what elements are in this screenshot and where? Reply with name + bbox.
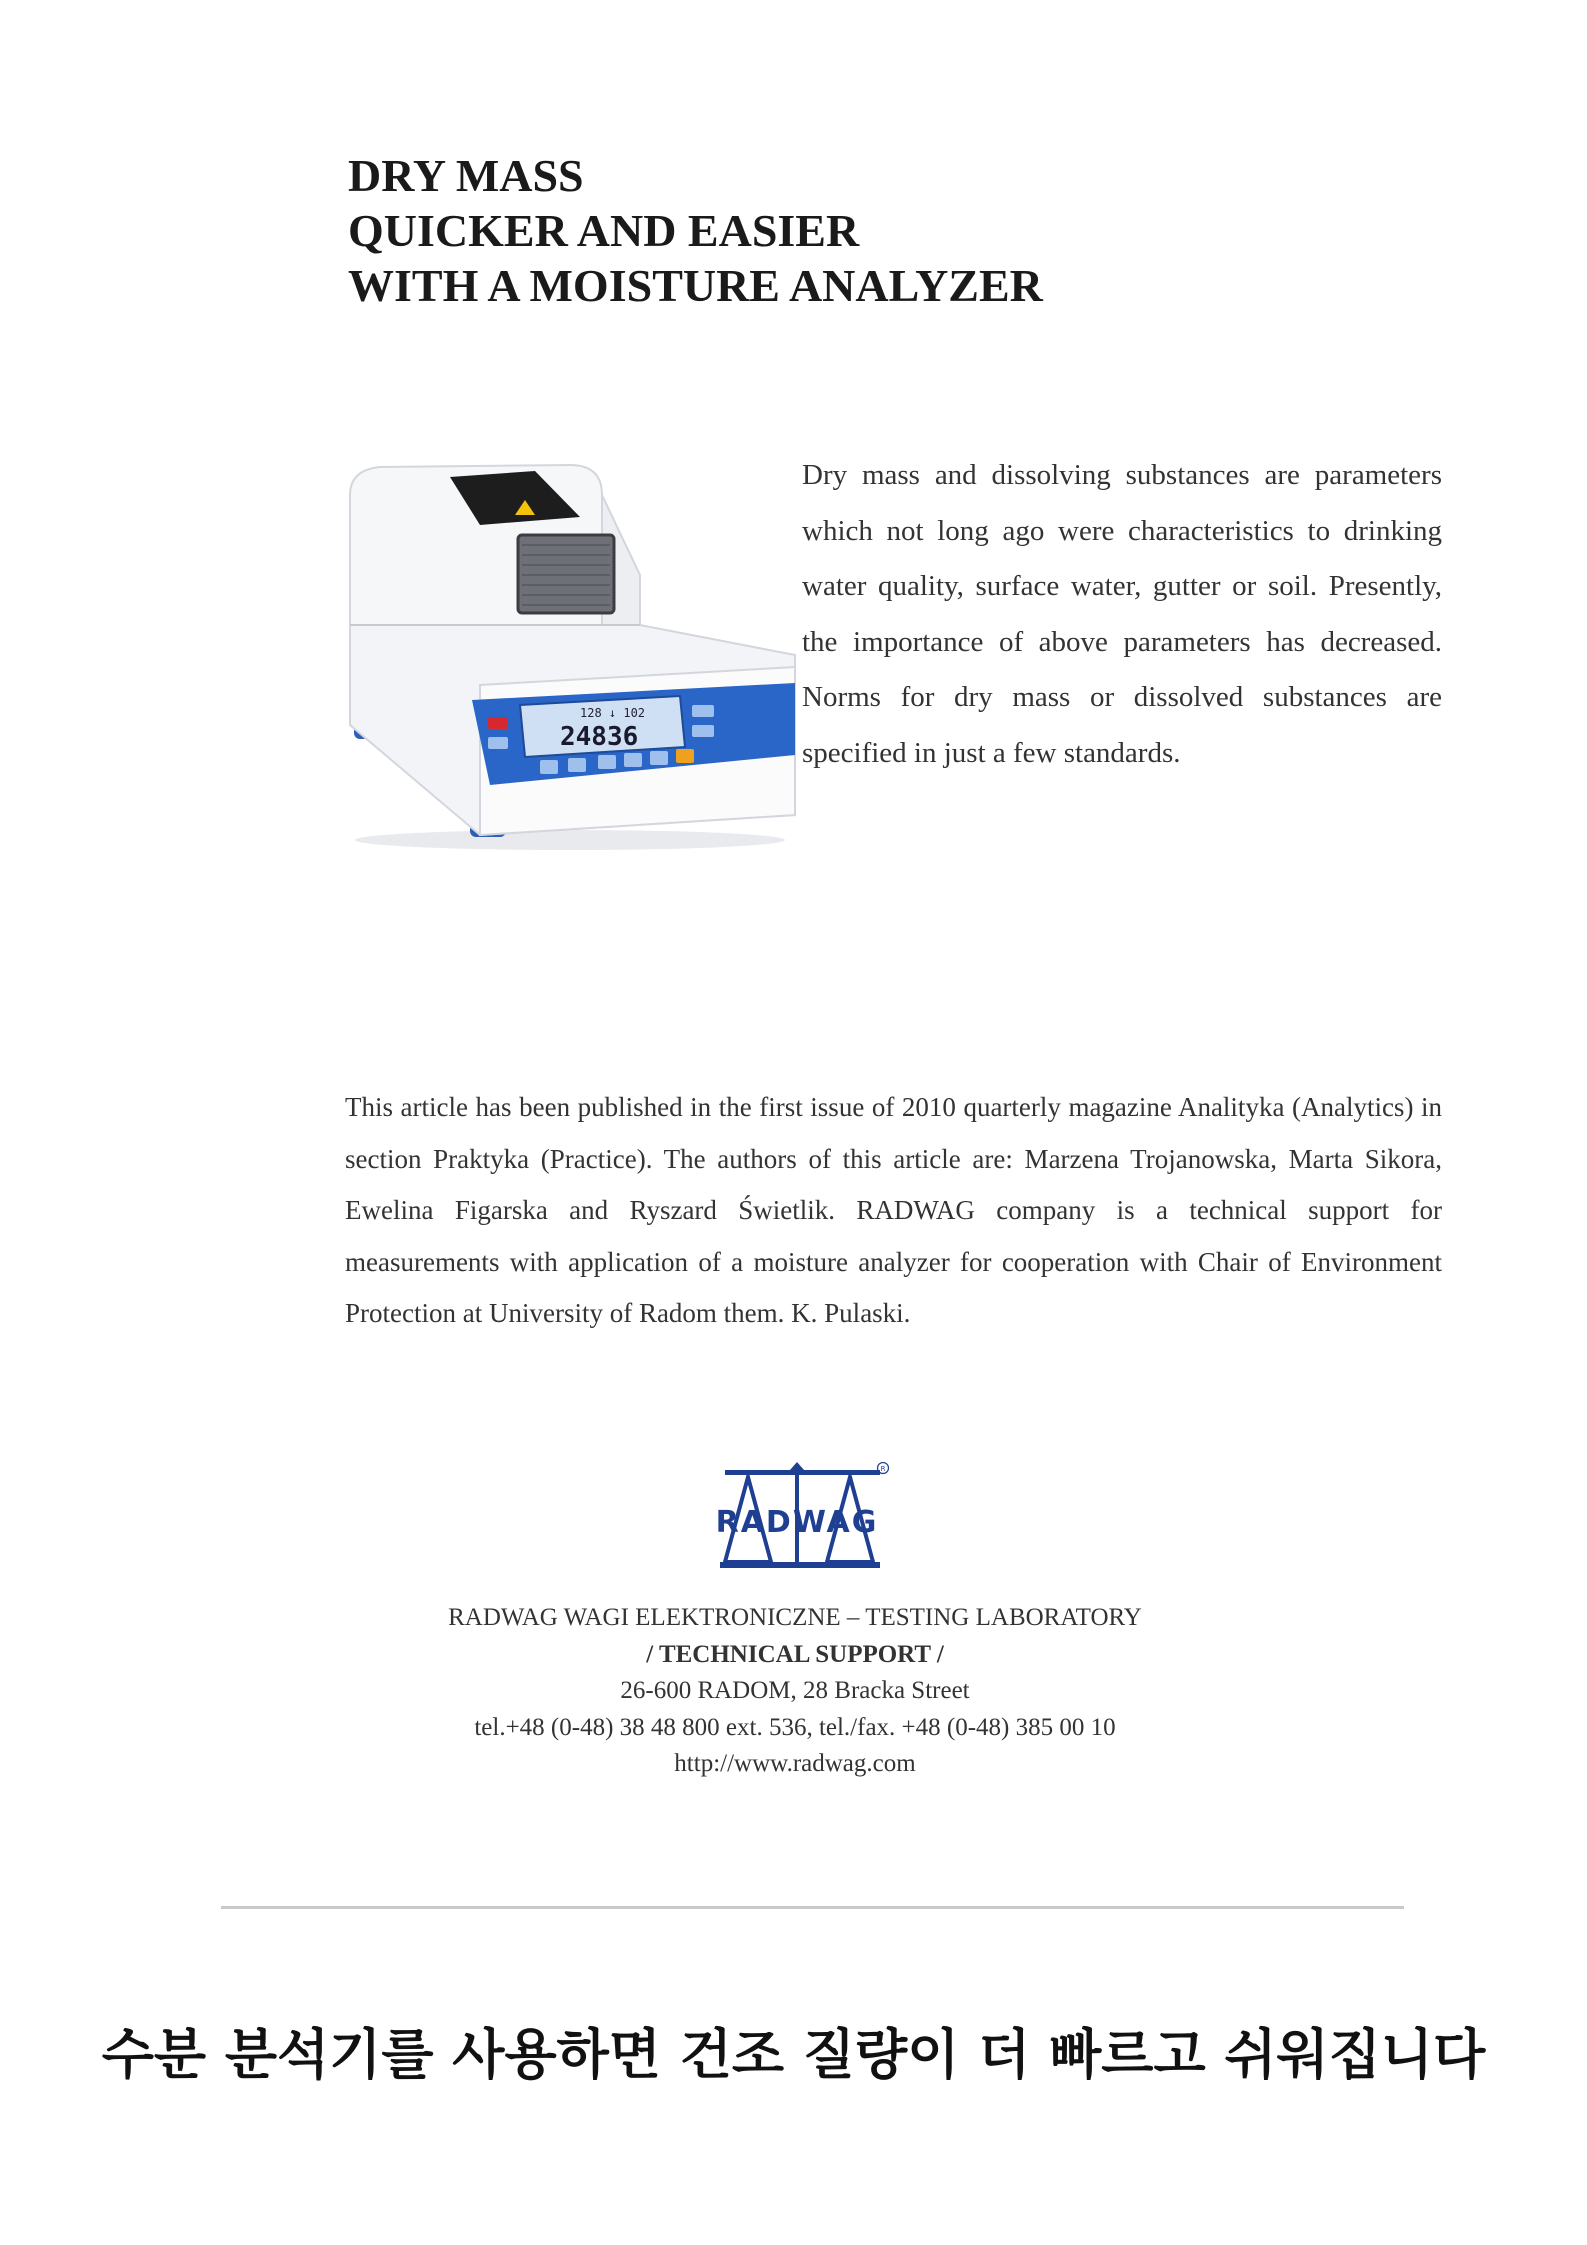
title-line-3: WITH A MOISTURE ANALYZER [348, 260, 1043, 311]
company-name: RADWAG WAGI ELEKTRONICZNE – TESTING LABORATORY [448, 1604, 1142, 1631]
logo-wordmark: RADWAG [715, 1505, 879, 1540]
lcd-value: 24836 [560, 722, 639, 752]
contact-block [340, 1600, 1250, 1783]
lcd-top-line: 128 ↓ 102 [580, 706, 646, 720]
registered-mark: R [880, 1465, 886, 1473]
intro-paragraph: Dry mass and dissolving substances are parameters which not long ago were characteristics to drinking water quality, surface water, gutter or soil. Presently, the importance of above parameters has decreased. Norms for dry mass or dissolved substances are specified in just a few standards. [802, 459, 1442, 769]
website-url: http://www.radwag.com [674, 1750, 916, 1777]
phone-numbers: tel.+48 (0-48) 38 48 800 ext. 536, tel./fax. +48 (0-48) 385 00 10 [474, 1713, 1116, 1741]
article-note: This article has been published in the first issue of 2010 quarterly magazine Analityka (Analytics) in section Praktyka (Practice). The authors of this article are: Marzena Trojanowska, Marta Sikora, Ewelina Figarska and Ryszard Świetlik. RADWAG company is a technical support for measurements with application of a moisture analyzer for cooperation with Chair of Environment Protection at University of Radom them. K. Pulaski. [345, 1092, 1442, 1328]
title-line-2: QUICKER AND EASIER [348, 205, 860, 256]
street-address: 26-600 RADOM, 28 Bracka Street [620, 1677, 970, 1704]
document-title [348, 148, 1043, 313]
moisture-analyzer-image [340, 455, 800, 855]
department-name: / TECHNICAL SUPPORT / [646, 1640, 944, 1668]
title-line-1: DRY MASS [348, 150, 584, 201]
divider-line [221, 1906, 1404, 1909]
korean-caption: 수분 분석기를 사용하면 건조 질량이 더 빠르고 쉬워집니다 [101, 2023, 1486, 2086]
radwag-logo [700, 1462, 895, 1572]
